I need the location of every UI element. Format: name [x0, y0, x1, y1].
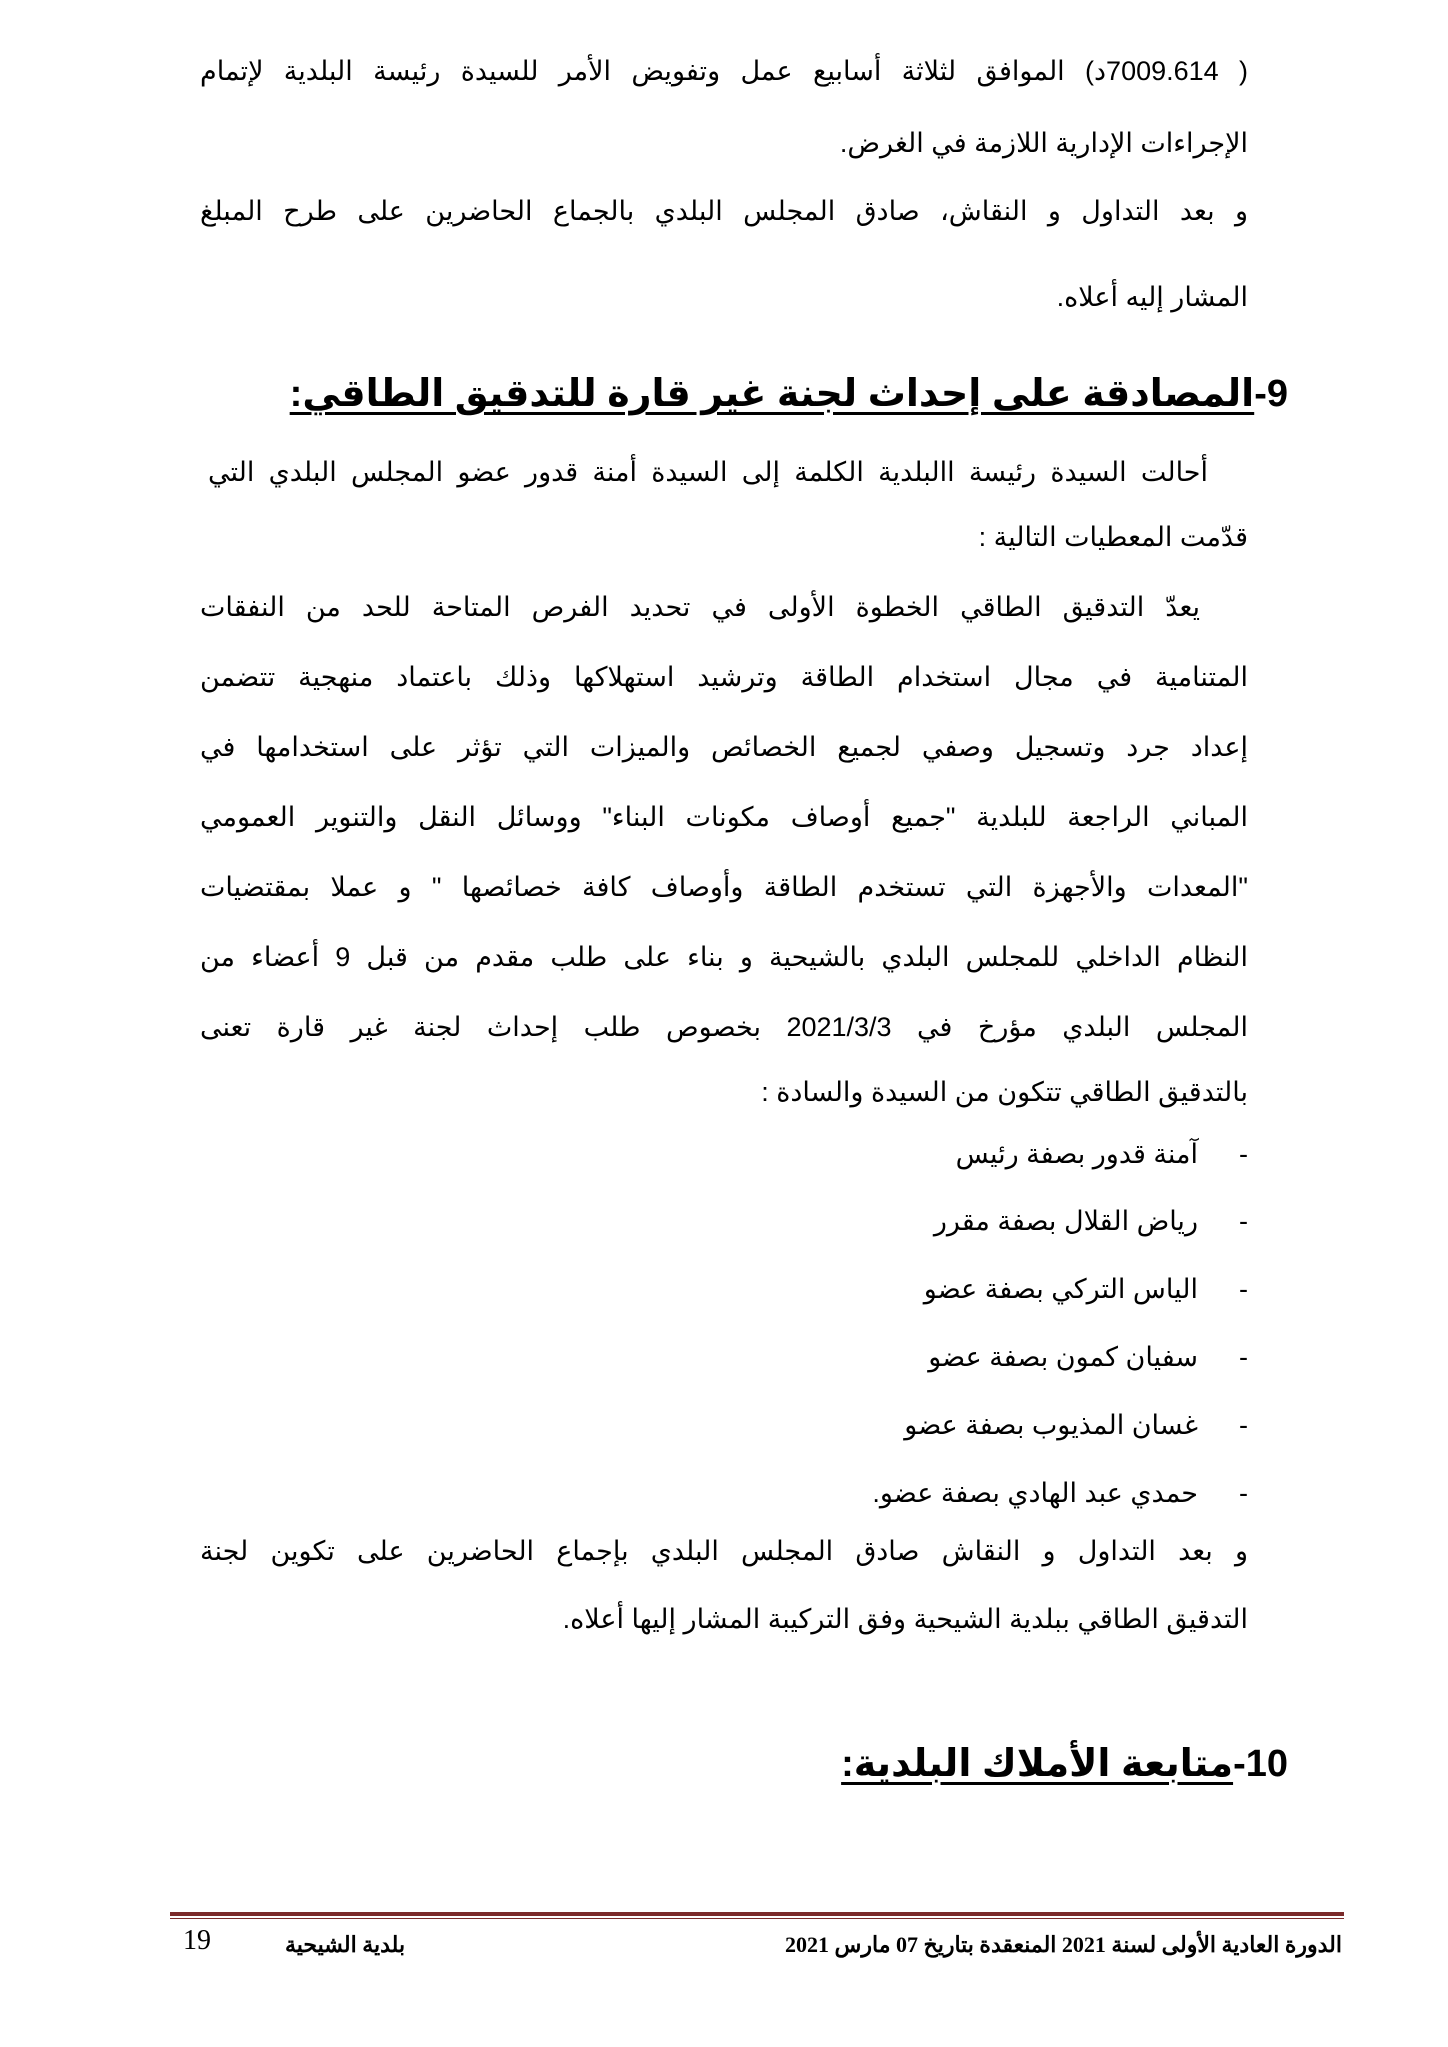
section-number: 10- [1233, 1743, 1288, 1785]
list-item [934, 1202, 1248, 1240]
paragraph-line: و بعد التداول و النقاش، صادق المجلس البلدي بالجماع الحاضرين على طرح المبلغ [200, 196, 1248, 226]
list-item [928, 1338, 1248, 1376]
member-name: رياض القلال بصفة مقرر [933, 1206, 1198, 1236]
footer-session: الدورة العادية الأولى لسنة 2021 المنعقدة بتاريخ 07 مارس 2021 [785, 1932, 1342, 1957]
section-9-heading [290, 370, 1288, 418]
section-10-heading [841, 1740, 1288, 1788]
list-item [924, 1270, 1248, 1308]
member-name: الياس التركي بصفة عضو [923, 1274, 1198, 1304]
paragraph-line: ( 7009.614د) الموافق لثلاثة أسابيع عمل وتفويض الأمر للسيدة رئيسة البلدية لإتمام [200, 56, 1248, 86]
list-item [872, 1474, 1248, 1512]
section-number: 9- [1254, 373, 1288, 415]
paragraph-line: الإجراءات الإدارية اللازمة في الغرض. [839, 128, 1248, 158]
paragraph-line: المباني الراجعة للبلدية "جميع أوصاف مكونات البناء" ووسائل النقل والتنوير العمومي [200, 802, 1248, 832]
list-dash: - [1239, 1342, 1248, 1372]
list-dash: - [1239, 1139, 1248, 1169]
footer-municipality: بلدية الشيحية [285, 1932, 406, 1957]
paragraph-line: يعدّ التدقيق الطاقي الخطوة الأولى في تحديد الفرص المتاحة للحد من النفقات [200, 592, 1200, 622]
list-dash: - [1239, 1274, 1248, 1304]
paragraph-line: النظام الداخلي للمجلس البلدي بالشيحية و بناء على طلب مقدم من قبل 9 أعضاء من [200, 942, 1248, 972]
paragraph-line: المتنامية في مجال استخدام الطاقة وترشيد استهلاكها وذلك باعتماد منهجية تتضمن [200, 662, 1248, 692]
paragraph-line: التدقيق الطاقي ببلدية الشيحية وفق التركيبة المشار إليها أعلاه. [562, 1604, 1248, 1634]
member-name: حمدي عبد الهادي بصفة عضو. [872, 1478, 1198, 1508]
list-dash: - [1239, 1206, 1248, 1236]
paragraph-line: إعداد جرد وتسجيل وصفي لجميع الخصائص والميزات التي تؤثر على استخدامها في [200, 732, 1248, 762]
paragraph-line: بالتدقيق الطاقي تتكون من السيدة والسادة : [761, 1077, 1248, 1107]
member-name: غسان المذيوب بصفة عضو [904, 1410, 1198, 1440]
footer-rule-thin [170, 1918, 1344, 1919]
section-title: المصادقة على إحداث لجنة غير قارة للتدقيق الطاقي: [289, 373, 1255, 415]
paragraph-line: و بعد التداول و النقاش صادق المجلس البلدي بإجماع الحاضرين على تكوين لجنة [200, 1536, 1248, 1566]
member-name: آمنة قدور بصفة رئيس [955, 1139, 1198, 1169]
page-number: 19 [183, 1925, 211, 1956]
paragraph-line: المشار إليه أعلاه. [1056, 282, 1248, 312]
list-item [904, 1406, 1248, 1444]
paragraph-line: المجلس البلدي مؤرخ في 2021/3/3 بخصوص طلب إحداث لجنة غير قارة تعنى [200, 1012, 1248, 1042]
paragraph-line: أحالت السيدة رئيسة االبلدية الكلمة إلى السيدة أمنة قدور عضو المجلس البلدي التي [208, 457, 1208, 487]
paragraph-line: "المعدات والأجهزة التي تستخدم الطاقة وأوصاف كافة خصائصها " و عملا بمقتضيات [200, 872, 1248, 902]
paragraph-line: قدّمت المعطيات التالية : [978, 522, 1248, 552]
section-title: متابعة الأملاك البلدية: [841, 1743, 1234, 1785]
list-dash: - [1239, 1478, 1248, 1508]
list-dash: - [1239, 1410, 1248, 1440]
list-item [956, 1135, 1248, 1173]
footer-rule [170, 1912, 1344, 1916]
member-name: سفيان كمون بصفة عضو [928, 1342, 1198, 1372]
